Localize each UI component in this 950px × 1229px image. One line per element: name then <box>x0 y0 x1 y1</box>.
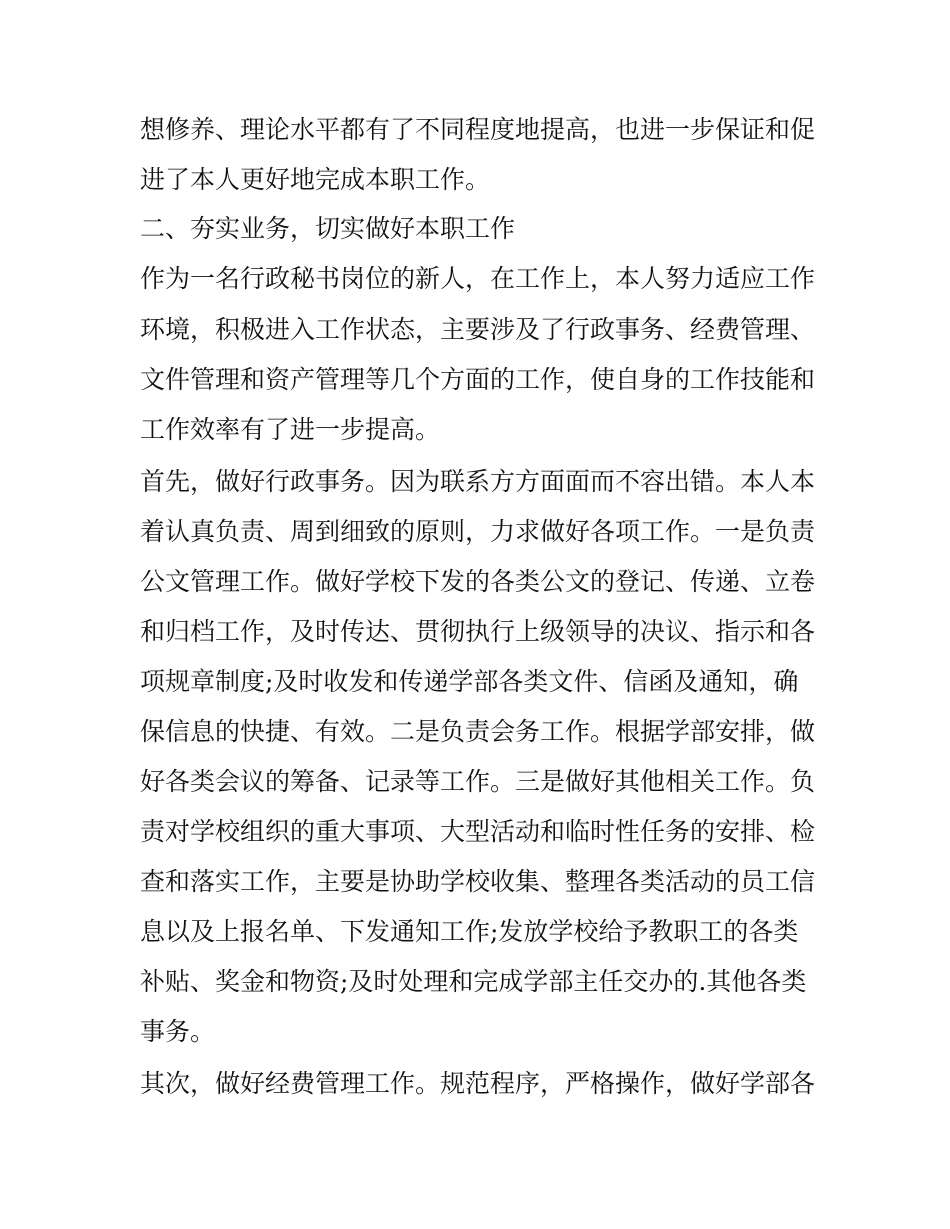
text-line: 补贴、奖金和物资;及时处理和完成学部主任交办的.其他各类 <box>140 967 807 996</box>
text-line: 环境，积极进入工作状态，主要涉及了行政事务、经费管理、 <box>140 315 816 344</box>
text-line: 文件管理和资产管理等几个方面的工作，使自身的工作技能和 <box>140 365 816 394</box>
text-line: 息以及上报名单、下发通知工作;发放学校给予教职工的各类 <box>140 917 799 946</box>
section-heading: 二、夯实业务，切实做好本职工作 <box>140 214 516 243</box>
text-line: 好各类会议的筹备、记录等工作。三是做好其他相关工作。负 <box>140 767 816 796</box>
text-line: 想修养、理论水平都有了不同程度地提高，也进一步保证和促 <box>140 115 816 144</box>
text-line: 作为一名行政秘书岗位的新人，在工作上，本人努力适应工作 <box>140 264 816 293</box>
text-line: 公文管理工作。做好学校下发的各类公文的登记、传递、立卷 <box>140 567 816 596</box>
text-line: 查和落实工作，主要是协助学校收集、整理各类活动的员工信 <box>140 867 816 896</box>
text-line: 事务。 <box>140 1017 216 1046</box>
text-line: 保信息的快捷、有效。二是负责会务工作。根据学部安排，做 <box>140 717 816 746</box>
text-line: 进了本人更好地完成本职工作。 <box>140 165 491 194</box>
text-line: 和归档工作，及时传达、贯彻执行上级领导的决议、指示和各 <box>140 617 816 646</box>
text-line: 首先，做好行政事务。因为联系方方面面而不容出错。本人本 <box>140 467 816 496</box>
text-line: 工作效率有了进一步提高。 <box>140 415 441 444</box>
text-line: 项规章制度;及时收发和传递学部各类文件、信函及通知，确 <box>140 667 799 696</box>
text-line: 其次，做好经费管理工作。规范程序，严格操作，做好学部各 <box>140 1069 816 1098</box>
text-line: 责对学校组织的重大事项、大型活动和临时性任务的安排、检 <box>140 817 816 846</box>
text-line: 着认真负责、周到细致的原则，力求做好各项工作。一是负责 <box>140 517 816 546</box>
